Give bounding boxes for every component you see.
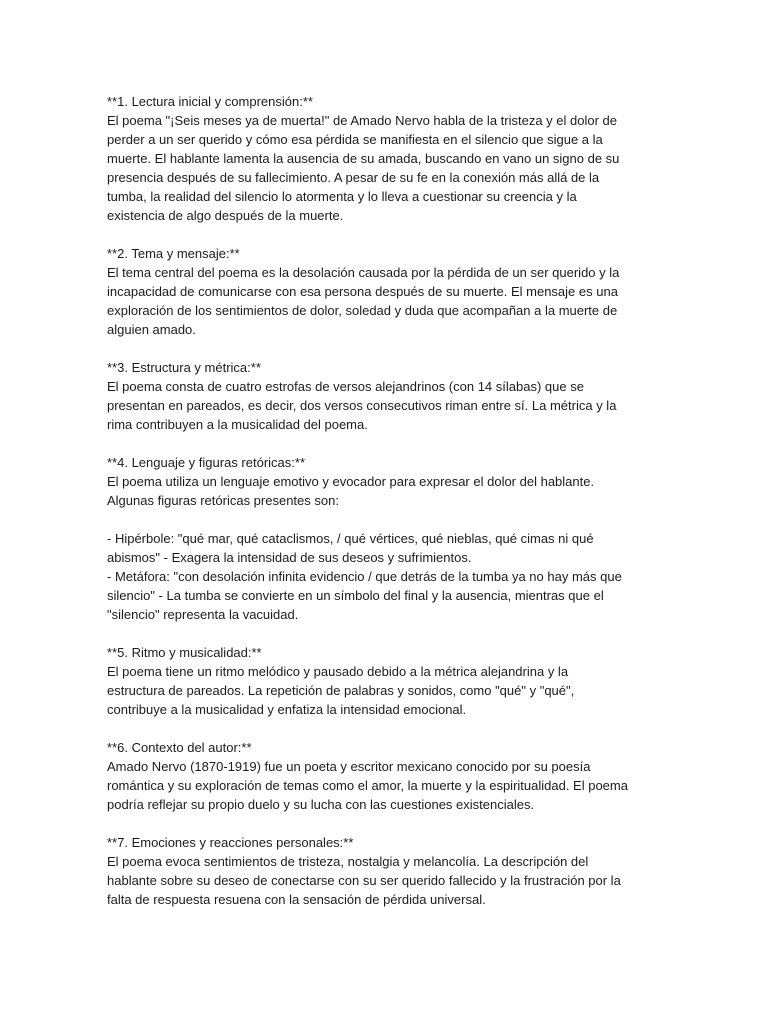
section-4 [107,453,747,624]
blank-line [107,434,747,453]
section-line: El poema consta de cuatro estrofas de versos alejandrinos (con 14 sílabas) que se [107,379,584,394]
document-body [107,92,747,909]
section-line: podría reflejar su propio duelo y su lucha con las cuestiones existenciales. [107,797,535,812]
section-line: El poema evoca sentimientos de tristeza, nostalgia y melancolía. La descripción del [107,854,589,869]
section-heading: **1. Lectura inicial y comprensión:** [107,94,313,109]
section-heading: **5. Ritmo y musicalidad:** [107,645,262,660]
blank-line [107,624,747,643]
section-line: hablante sobre su deseo de conectarse con su ser querido fallecido y la frustración por la [107,873,621,888]
section-line: muerte. El hablante lamenta la ausencia de su amada, buscando en vano un signo de su [107,151,620,166]
section-line: romántica y su exploración de temas como el amor, la muerte y la espiritualidad. El poema [107,778,628,793]
section-line: tumba, la realidad del silencio lo atormenta y lo lleva a cuestionar su creencia y la [107,189,577,204]
section-heading: **4. Lenguaje y figuras retóricas:** [107,455,306,470]
section-line: rima contribuyen a la musicalidad del poema. [107,417,368,432]
section-line: Algunas figuras retóricas presentes son: [107,493,339,508]
section-line: presentan en pareados, es decir, dos versos consecutivos riman entre sí. La métrica y la [107,398,617,413]
section-line: estructura de pareados. La repetición de palabras y sonidos, como "qué" y "qué", [107,683,575,698]
list-item-line: "silencio" representa la vacuidad. [107,607,299,622]
list-item-line: - Hipérbole: "qué mar, qué cataclismos, / qué vértices, qué nieblas, qué cimas ni qué [107,531,594,546]
section-line: El poema "¡Seis meses ya de muerta!" de Amado Nervo habla de la tristeza y el dolor de [107,113,617,128]
section-line: presencia después de su fallecimiento. A pesar de su fe en la conexión más allá de la [107,170,600,185]
section-heading: **2. Tema y mensaje:** [107,246,240,261]
section-line: El poema tiene un ritmo melódico y pausado debido a la métrica alejandrina y la [107,664,569,679]
figure-list [107,529,747,624]
list-item-metafora [107,567,747,624]
section-line: falta de respuesta resuena con la sensación de pérdida universal. [107,892,486,907]
section-heading: **6. Contexto del autor:** [107,740,252,755]
list-item-line: abismos" - Exagera la intensidad de sus deseos y sufrimientos. [107,550,472,565]
section-1 [107,92,747,225]
section-3 [107,358,747,434]
section-line: El poema utiliza un lenguaje emotivo y evocador para expresar el dolor del hablante. [107,474,595,489]
section-5 [107,643,747,719]
section-line: incapacidad de comunicarse con esa persona después de su muerte. El mensaje es una [107,284,618,299]
section-line: exploración de los sentimientos de dolor, soledad y duda que acompañan a la muerte de [107,303,618,318]
section-line: El tema central del poema es la desolación causada por la pérdida de un ser querido y la [107,265,620,280]
list-item-hiperbole [107,529,747,567]
section-line: alguien amado. [107,322,196,337]
section-7 [107,833,747,909]
blank-line [107,510,747,529]
section-2 [107,244,747,339]
section-heading: **3. Estructura y métrica:** [107,360,261,375]
section-line: perder a un ser querido y cómo esa pérdida se manifiesta en el silencio que sigue a la [107,132,603,147]
list-item-line: - Metáfora: "con desolación infinita evidencio / que detrás de la tumba ya no hay más que [107,569,622,584]
list-item-line: silencio" - La tumba se convierte en un símbolo del final y la ausencia, mientras que el [107,588,604,603]
section-line: contribuye a la musicalidad y enfatiza la intensidad emocional. [107,702,467,717]
blank-line [107,814,747,833]
blank-line [107,339,747,358]
section-line: existencia de algo después de la muerte. [107,208,344,223]
section-6 [107,738,747,814]
section-line: Amado Nervo (1870-1919) fue un poeta y escritor mexicano conocido por su poesía [107,759,591,774]
blank-line [107,719,747,738]
blank-line [107,225,747,244]
section-heading: **7. Emociones y reacciones personales:** [107,835,354,850]
